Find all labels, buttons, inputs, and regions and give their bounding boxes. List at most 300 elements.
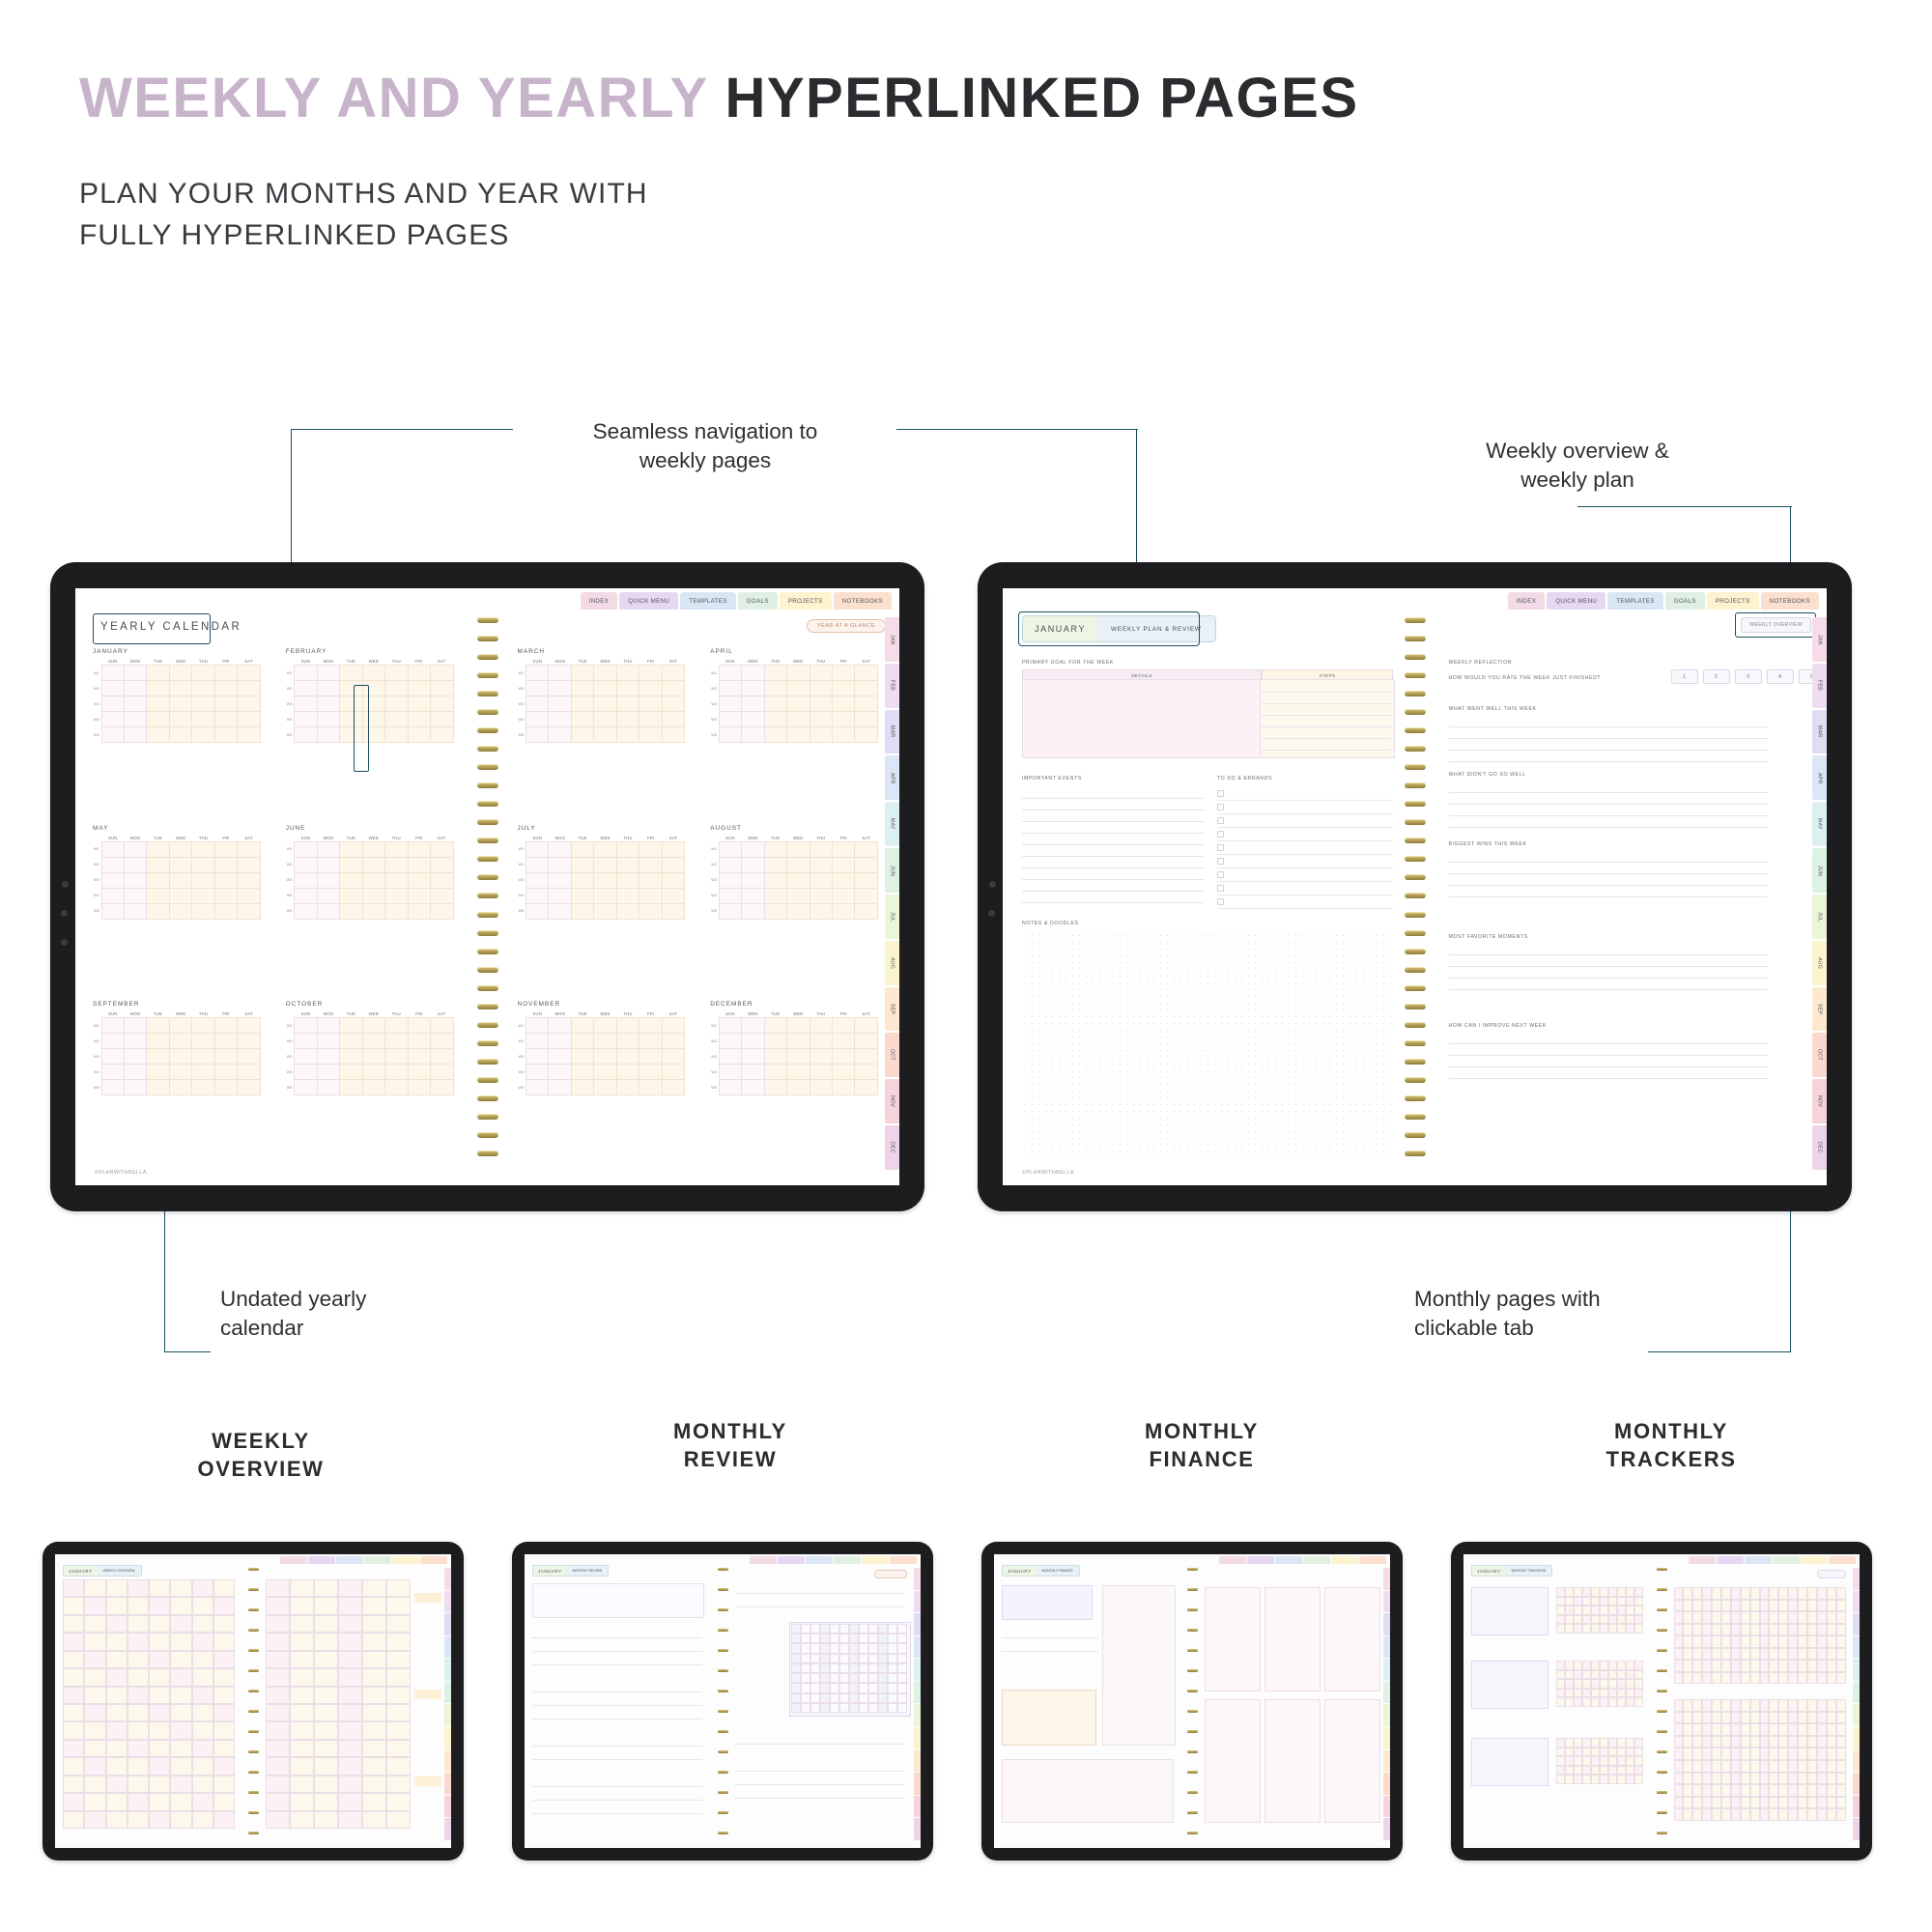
- day-cell[interactable]: [101, 727, 124, 743]
- rating-option-4[interactable]: 4: [1767, 669, 1794, 684]
- thumb-grid-cell[interactable]: [1574, 1756, 1582, 1766]
- thumb-grid-cell[interactable]: [266, 1668, 290, 1686]
- thumb-grid-cell[interactable]: [1582, 1775, 1591, 1784]
- thumb-grid-cell[interactable]: [128, 1597, 149, 1614]
- thumb-top-tab-templates[interactable]: [1745, 1556, 1772, 1564]
- day-cell[interactable]: [214, 727, 237, 743]
- thumb-month-chip-2[interactable]: [1002, 1565, 1080, 1577]
- todo-checkbox-item[interactable]: [1217, 855, 1393, 868]
- day-cell[interactable]: [810, 888, 832, 903]
- day-cell[interactable]: [810, 1080, 832, 1095]
- thumb-month-tab-jul[interactable]: [1853, 1704, 1860, 1726]
- day-cell[interactable]: [742, 666, 764, 681]
- thumb-grid-cell[interactable]: [1750, 1611, 1760, 1624]
- thumb-grid-cell[interactable]: [1702, 1773, 1712, 1785]
- day-cell[interactable]: [124, 1049, 146, 1065]
- thumb-grid-cell[interactable]: [810, 1663, 820, 1673]
- thumb-grid-cell[interactable]: [1591, 1670, 1600, 1680]
- day-cell[interactable]: [764, 681, 786, 696]
- thumb-grid-cell[interactable]: [1712, 1760, 1721, 1773]
- thumb-grid-cell[interactable]: [1788, 1660, 1798, 1672]
- thumb-grid-cell[interactable]: [1683, 1587, 1692, 1600]
- day-cell[interactable]: [787, 1080, 810, 1095]
- thumb-grid-cell[interactable]: [801, 1643, 810, 1653]
- month-tab-nov[interactable]: NOV: [885, 1079, 899, 1123]
- thumb-grid-cell[interactable]: [1634, 1587, 1643, 1597]
- thumb-grid-cell[interactable]: [849, 1643, 859, 1653]
- thumb-grid-cell[interactable]: [1702, 1600, 1712, 1612]
- thumb-grid-cell[interactable]: [1608, 1605, 1617, 1615]
- thumb-month-tab-feb[interactable]: [1383, 1591, 1390, 1613]
- day-cell[interactable]: [662, 681, 685, 696]
- thumb-top-tab-goals[interactable]: [834, 1556, 861, 1564]
- thumb-grid-cell[interactable]: [1692, 1635, 1702, 1648]
- thumb-grid-cell[interactable]: [791, 1703, 801, 1713]
- top-tab-notebooks[interactable]: NOTEBOOKS: [1761, 592, 1819, 610]
- thumb-grid-cell[interactable]: [1731, 1784, 1741, 1797]
- thumb-month-tab-dec[interactable]: [1383, 1818, 1390, 1840]
- month-tab-jul[interactable]: JUL: [1812, 895, 1827, 939]
- thumb-grid-cell[interactable]: [1674, 1635, 1684, 1648]
- day-cell[interactable]: [430, 712, 453, 727]
- thumb-grid-cell[interactable]: [1712, 1712, 1721, 1724]
- thumb-grid-cell[interactable]: [1674, 1736, 1684, 1748]
- thumb-grid-cell[interactable]: [1574, 1679, 1582, 1689]
- top-tab-notebooks[interactable]: NOTEBOOKS: [834, 592, 892, 610]
- thumb-grid-cell[interactable]: [1692, 1672, 1702, 1685]
- thumb-top-tab-templates[interactable]: [1275, 1556, 1302, 1564]
- thumb-grid-cell[interactable]: [1778, 1784, 1788, 1797]
- thumb-grid-cell[interactable]: [1788, 1648, 1798, 1661]
- day-cell[interactable]: [855, 696, 878, 712]
- day-cell[interactable]: [124, 1034, 146, 1049]
- mini-month-table[interactable]: [710, 658, 878, 743]
- day-cell[interactable]: [549, 1018, 571, 1034]
- day-cell[interactable]: [571, 712, 593, 727]
- thumb-grid-cell[interactable]: [1683, 1736, 1692, 1748]
- thumb-grid-cell[interactable]: [897, 1643, 907, 1653]
- thumb-grid-cell[interactable]: [859, 1634, 868, 1643]
- day-cell[interactable]: [317, 857, 339, 872]
- thumb-month-tab-jun[interactable]: [444, 1682, 451, 1704]
- thumb-grid-cell[interactable]: [63, 1704, 84, 1721]
- day-cell[interactable]: [408, 1080, 430, 1095]
- thumb-grid-cell[interactable]: [888, 1693, 897, 1703]
- thumb-grid-cell[interactable]: [1683, 1660, 1692, 1672]
- day-cell[interactable]: [147, 872, 169, 888]
- mini-month-row[interactable]: [286, 712, 453, 727]
- thumb-grid-cell[interactable]: [1788, 1712, 1798, 1724]
- thumb-top-tab-notebooks[interactable]: [1359, 1556, 1386, 1564]
- day-cell[interactable]: [549, 696, 571, 712]
- day-cell[interactable]: [787, 696, 810, 712]
- thumb-grid-cell[interactable]: [1798, 1672, 1807, 1685]
- thumb-top-tab-projects[interactable]: [1801, 1556, 1828, 1564]
- thumb-grid-cell[interactable]: [1582, 1587, 1591, 1597]
- thumb-grid-cell[interactable]: [1788, 1600, 1798, 1612]
- thumb-grid-cell[interactable]: [1807, 1808, 1817, 1821]
- thumb-grid-cell[interactable]: [1574, 1670, 1582, 1680]
- screen-thumb-monthly-trackers[interactable]: [1463, 1554, 1860, 1848]
- thumb-grid-cell[interactable]: [1712, 1723, 1721, 1736]
- day-cell[interactable]: [833, 857, 855, 872]
- day-cell[interactable]: [639, 888, 662, 903]
- day-cell[interactable]: [787, 1034, 810, 1049]
- thumb-month-tab-oct[interactable]: [1383, 1773, 1390, 1795]
- week-label-w4[interactable]: W4: [518, 717, 525, 722]
- thumb-grid-cell[interactable]: [1565, 1587, 1574, 1597]
- day-cell[interactable]: [169, 1034, 191, 1049]
- mini-month-row[interactable]: [710, 1018, 877, 1034]
- thumb-grid-cell[interactable]: [1798, 1587, 1807, 1600]
- thumb-grid-cell[interactable]: [128, 1793, 149, 1810]
- thumb-grid-cell[interactable]: [128, 1579, 149, 1597]
- thumb-grid-cell[interactable]: [314, 1597, 338, 1614]
- day-cell[interactable]: [408, 712, 430, 727]
- month-tab-dec[interactable]: DEC: [885, 1125, 899, 1170]
- thumb-grid-cell[interactable]: [213, 1579, 235, 1597]
- thumb-grid-cell[interactable]: [1692, 1797, 1702, 1809]
- todo-checkbox-item[interactable]: [1217, 868, 1393, 882]
- thumb-grid-cell[interactable]: [1600, 1605, 1608, 1615]
- thumb-grid-cell[interactable]: [1712, 1808, 1721, 1821]
- thumb-grid-cell[interactable]: [290, 1668, 314, 1686]
- thumb-grid-cell[interactable]: [1702, 1699, 1712, 1712]
- thumb-top-tab-goals[interactable]: [1303, 1556, 1330, 1564]
- week-label-w5[interactable]: W5: [711, 1085, 717, 1090]
- thumb-grid-cell[interactable]: [362, 1615, 386, 1633]
- month-tab-nov[interactable]: NOV: [1812, 1079, 1827, 1123]
- thumb-grid-cell[interactable]: [1674, 1784, 1684, 1797]
- thumb-grid-cell[interactable]: [63, 1579, 84, 1597]
- week-label-w1[interactable]: W1: [94, 670, 99, 675]
- day-cell[interactable]: [238, 712, 261, 727]
- mini-month-august[interactable]: [710, 825, 878, 984]
- day-cell[interactable]: [124, 888, 146, 903]
- day-cell[interactable]: [192, 666, 214, 681]
- thumb-grid-cell[interactable]: [791, 1654, 801, 1663]
- day-cell[interactable]: [571, 696, 593, 712]
- thumb-grid-cell[interactable]: [1817, 1699, 1827, 1712]
- day-cell[interactable]: [549, 1080, 571, 1095]
- thumb-grid-cell[interactable]: [1836, 1760, 1846, 1773]
- month-tab-dec[interactable]: DEC: [1812, 1125, 1827, 1170]
- day-cell[interactable]: [385, 888, 408, 903]
- thumb-grid-cell[interactable]: [839, 1683, 849, 1692]
- thumb-grid-cell[interactable]: [1617, 1615, 1626, 1625]
- thumb-grid-cell[interactable]: [1565, 1605, 1574, 1615]
- thumb-grid-cell[interactable]: [1617, 1697, 1626, 1707]
- day-cell[interactable]: [616, 903, 639, 919]
- thumb-grid-cell[interactable]: [362, 1704, 386, 1721]
- reflection-lines-3[interactable]: [1449, 851, 1768, 897]
- thumb-grid-cell[interactable]: [830, 1673, 839, 1683]
- thumb-grid-cell[interactable]: [1788, 1624, 1798, 1636]
- thumb-grid-cell[interactable]: [106, 1740, 128, 1757]
- day-cell[interactable]: [214, 857, 237, 872]
- thumb-grid-cell[interactable]: [1608, 1624, 1617, 1634]
- thumb-grid-cell[interactable]: [1741, 1736, 1750, 1748]
- week-label-w3[interactable]: W3: [94, 878, 99, 883]
- thumb-grid-cell[interactable]: [1600, 1689, 1608, 1698]
- thumb-grid-cell[interactable]: [1769, 1784, 1778, 1797]
- day-cell[interactable]: [295, 712, 317, 727]
- day-cell[interactable]: [594, 872, 616, 888]
- mini-month-row[interactable]: [93, 681, 260, 696]
- day-cell[interactable]: [385, 841, 408, 857]
- day-cell[interactable]: [430, 1049, 453, 1065]
- mini-month-row[interactable]: [710, 888, 877, 903]
- thumb-grid-cell[interactable]: [801, 1634, 810, 1643]
- day-cell[interactable]: [169, 666, 191, 681]
- day-cell[interactable]: [549, 712, 571, 727]
- thumb-grid-cell[interactable]: [149, 1776, 170, 1793]
- thumb-grid-cell[interactable]: [1626, 1756, 1634, 1766]
- thumb-grid-cell[interactable]: [849, 1654, 859, 1663]
- thumb-grid-cell[interactable]: [1769, 1600, 1778, 1612]
- day-cell[interactable]: [214, 1018, 237, 1034]
- thumb-grid-cell[interactable]: [1608, 1679, 1617, 1689]
- thumb-grid-cell[interactable]: [1817, 1773, 1827, 1785]
- thumb-grid-cell[interactable]: [63, 1687, 84, 1704]
- day-cell[interactable]: [124, 841, 146, 857]
- day-cell[interactable]: [526, 888, 549, 903]
- day-cell[interactable]: [238, 1080, 261, 1095]
- thumb-grid-cell[interactable]: [1741, 1797, 1750, 1809]
- mini-month-table[interactable]: [286, 658, 454, 743]
- thumb-grid-cell[interactable]: [1600, 1738, 1608, 1747]
- thumb-grid-cell[interactable]: [1741, 1672, 1750, 1685]
- thumb-grid-cell[interactable]: [213, 1633, 235, 1650]
- thumb-grid-cell[interactable]: [266, 1687, 290, 1704]
- day-cell[interactable]: [408, 1065, 430, 1080]
- thumb-grid-cell[interactable]: [362, 1811, 386, 1829]
- thumb-grid-cell[interactable]: [820, 1643, 830, 1653]
- thumb-grid-cell[interactable]: [1778, 1660, 1788, 1672]
- thumb-grid-cell[interactable]: [1692, 1648, 1702, 1661]
- mini-month-september[interactable]: [93, 1001, 261, 1160]
- day-cell[interactable]: [742, 841, 764, 857]
- thumb-grid-cell[interactable]: [362, 1687, 386, 1704]
- thumb-grid-cell[interactable]: [1702, 1712, 1712, 1724]
- day-cell[interactable]: [408, 727, 430, 743]
- thumb-grid-cell[interactable]: [338, 1633, 362, 1650]
- thumb-grid-cell[interactable]: [878, 1634, 888, 1643]
- thumb-grid-cell[interactable]: [1827, 1635, 1836, 1648]
- day-cell[interactable]: [571, 857, 593, 872]
- day-cell[interactable]: [855, 712, 878, 727]
- day-cell[interactable]: [238, 681, 261, 696]
- week-label-w1[interactable]: W1: [518, 847, 525, 852]
- thumb-grid-cell[interactable]: [1750, 1747, 1760, 1760]
- thumb-grid-cell[interactable]: [878, 1673, 888, 1683]
- thumb-month-tab-feb[interactable]: [1853, 1591, 1860, 1613]
- day-cell[interactable]: [362, 1034, 384, 1049]
- thumb-grid-cell[interactable]: [1778, 1736, 1788, 1748]
- thumb-grid-cell[interactable]: [801, 1683, 810, 1692]
- day-cell[interactable]: [662, 712, 685, 727]
- thumb-grid-cell[interactable]: [868, 1673, 878, 1683]
- mini-month-row[interactable]: [710, 696, 877, 712]
- top-tab-quick-menu[interactable]: QUICK MENU: [1547, 592, 1605, 610]
- thumb-grid-cell[interactable]: [1750, 1660, 1760, 1672]
- thumb-grid-cell[interactable]: [170, 1740, 191, 1757]
- thumb-grid-cell[interactable]: [810, 1654, 820, 1663]
- day-cell[interactable]: [787, 712, 810, 727]
- thumb-grid-cell[interactable]: [1836, 1611, 1846, 1624]
- thumb-grid-cell[interactable]: [1608, 1661, 1617, 1670]
- day-cell[interactable]: [430, 681, 453, 696]
- thumb-grid-cell[interactable]: [128, 1687, 149, 1704]
- thumb-grid-cell[interactable]: [128, 1633, 149, 1650]
- thumb-grid-cell[interactable]: [1692, 1808, 1702, 1821]
- thumb-month-tab-sep[interactable]: [444, 1750, 451, 1773]
- thumb-month-chip-1[interactable]: [532, 1565, 609, 1577]
- thumb-grid-cell[interactable]: [810, 1693, 820, 1703]
- mini-month-row[interactable]: [93, 666, 260, 681]
- mini-month-row[interactable]: [710, 872, 877, 888]
- day-cell[interactable]: [385, 666, 408, 681]
- day-cell[interactable]: [408, 1034, 430, 1049]
- thumb-grid-cell[interactable]: [149, 1668, 170, 1686]
- thumb-grid-cell[interactable]: [1712, 1797, 1721, 1809]
- month-chip-month[interactable]: JANUARY: [1023, 616, 1097, 641]
- day-cell[interactable]: [833, 696, 855, 712]
- day-cell[interactable]: [855, 872, 878, 888]
- thumb-grid-cell[interactable]: [1741, 1624, 1750, 1636]
- thumb-grid-cell[interactable]: [1626, 1738, 1634, 1747]
- week-label-w3[interactable]: W3: [94, 1054, 99, 1059]
- thumb-table-2a[interactable]: [1205, 1587, 1261, 1691]
- thumb-grid-cell[interactable]: [810, 1683, 820, 1692]
- day-cell[interactable]: [214, 888, 237, 903]
- day-cell[interactable]: [169, 712, 191, 727]
- thumb-grid-cell[interactable]: [820, 1663, 830, 1673]
- day-cell[interactable]: [101, 857, 124, 872]
- thumb-grid-cell[interactable]: [290, 1579, 314, 1597]
- thumb-grid-cell[interactable]: [868, 1703, 878, 1713]
- mini-month-table[interactable]: [286, 1010, 454, 1095]
- thumb-grid-cell[interactable]: [1817, 1648, 1827, 1661]
- thumb-grid-cell[interactable]: [1683, 1784, 1692, 1797]
- thumb-grid-cell[interactable]: [849, 1663, 859, 1673]
- month-tab-may[interactable]: MAY: [1812, 802, 1827, 846]
- mini-month-october[interactable]: [286, 1001, 454, 1160]
- day-cell[interactable]: [192, 1034, 214, 1049]
- day-cell[interactable]: [408, 857, 430, 872]
- thumb-grid-cell[interactable]: [1798, 1600, 1807, 1612]
- mini-month-row[interactable]: [93, 712, 260, 727]
- day-cell[interactable]: [787, 857, 810, 872]
- day-cell[interactable]: [833, 681, 855, 696]
- thumb-grid-cell[interactable]: [1817, 1723, 1827, 1736]
- day-cell[interactable]: [526, 903, 549, 919]
- thumb-grid-cell[interactable]: [1591, 1766, 1600, 1776]
- week-label-w2[interactable]: W2: [286, 686, 293, 691]
- thumb-side-table-2[interactable]: [1102, 1585, 1176, 1746]
- thumb-grid-cell[interactable]: [1674, 1699, 1684, 1712]
- thumb-grid-cell[interactable]: [1827, 1808, 1836, 1821]
- thumb-grid-cell[interactable]: [290, 1615, 314, 1633]
- thumb-grid-cell[interactable]: [878, 1643, 888, 1653]
- day-cell[interactable]: [214, 1049, 237, 1065]
- mini-month-row[interactable]: [93, 727, 260, 743]
- thumb-grid-cell[interactable]: [266, 1597, 290, 1614]
- thumb-grid-cell[interactable]: [1827, 1747, 1836, 1760]
- thumb-grid-cell[interactable]: [1565, 1689, 1574, 1698]
- mini-month-table[interactable]: [93, 1010, 261, 1095]
- thumb-grid-cell[interactable]: [1769, 1624, 1778, 1636]
- day-cell[interactable]: [662, 857, 685, 872]
- thumb-grid-cell[interactable]: [1769, 1699, 1778, 1712]
- thumb-grid-cell[interactable]: [1692, 1712, 1702, 1724]
- top-tab-projects[interactable]: PROJECTS: [780, 592, 832, 610]
- day-cell[interactable]: [385, 903, 408, 919]
- thumb-table-2c[interactable]: [1324, 1587, 1380, 1691]
- thumb-grid-cell[interactable]: [1683, 1723, 1692, 1736]
- thumb-grid-cell[interactable]: [170, 1651, 191, 1668]
- thumb-grid-cell[interactable]: [1778, 1699, 1788, 1712]
- week-label-w3[interactable]: W3: [286, 701, 293, 706]
- day-cell[interactable]: [571, 1080, 593, 1095]
- thumb-grid-cell[interactable]: [386, 1757, 411, 1775]
- thumb-grid-cell[interactable]: [1556, 1738, 1565, 1747]
- day-cell[interactable]: [616, 1018, 639, 1034]
- thumb-tracker-box-3c[interactable]: [1471, 1738, 1548, 1786]
- thumb-month-tab-dec[interactable]: [1853, 1818, 1860, 1840]
- day-cell[interactable]: [639, 1065, 662, 1080]
- thumb-grid-cell[interactable]: [1721, 1712, 1731, 1724]
- thumb-grid-cell[interactable]: [820, 1693, 830, 1703]
- mini-month-november[interactable]: [518, 1001, 686, 1160]
- thumb-grid-cell[interactable]: [1807, 1736, 1817, 1748]
- day-cell[interactable]: [833, 903, 855, 919]
- mini-month-row[interactable]: [286, 1080, 453, 1095]
- day-cell[interactable]: [526, 696, 549, 712]
- thumb-grid-cell[interactable]: [1565, 1624, 1574, 1634]
- day-cell[interactable]: [855, 841, 878, 857]
- mini-month-table[interactable]: [93, 835, 261, 920]
- tablet-thumb-monthly-trackers[interactable]: [1451, 1542, 1872, 1861]
- thumb-grid-cell[interactable]: [1721, 1723, 1731, 1736]
- thumb-grid-cell[interactable]: [1702, 1672, 1712, 1685]
- day-cell[interactable]: [787, 681, 810, 696]
- week-label-w5[interactable]: W5: [518, 732, 525, 737]
- thumb-grid-cell[interactable]: [1565, 1775, 1574, 1784]
- thumb-grid-cell[interactable]: [1574, 1775, 1582, 1784]
- top-tab-index[interactable]: INDEX: [1508, 592, 1546, 610]
- thumb-grid-cell[interactable]: [1778, 1723, 1788, 1736]
- thumb-grid-cell[interactable]: [1674, 1672, 1684, 1685]
- thumb-grid-cell[interactable]: [1750, 1760, 1760, 1773]
- day-cell[interactable]: [855, 857, 878, 872]
- thumb-grid-cell[interactable]: [897, 1654, 907, 1663]
- thumb-grid-cell[interactable]: [1798, 1747, 1807, 1760]
- month-tab-jan[interactable]: JAN: [1812, 617, 1827, 662]
- thumb-grid-cell[interactable]: [1827, 1600, 1836, 1612]
- day-cell[interactable]: [855, 727, 878, 743]
- day-cell[interactable]: [594, 841, 616, 857]
- day-cell[interactable]: [616, 696, 639, 712]
- thumb-grid-cell[interactable]: [791, 1624, 801, 1634]
- day-cell[interactable]: [340, 1034, 362, 1049]
- day-cell[interactable]: [430, 727, 453, 743]
- thumb-top-tab-templates[interactable]: [806, 1556, 833, 1564]
- thumb-grid-cell[interactable]: [1731, 1712, 1741, 1724]
- thumb-grid-cell[interactable]: [1750, 1723, 1760, 1736]
- thumb-month-tab-sep[interactable]: [914, 1750, 921, 1773]
- thumb-grid-cell[interactable]: [1769, 1672, 1778, 1685]
